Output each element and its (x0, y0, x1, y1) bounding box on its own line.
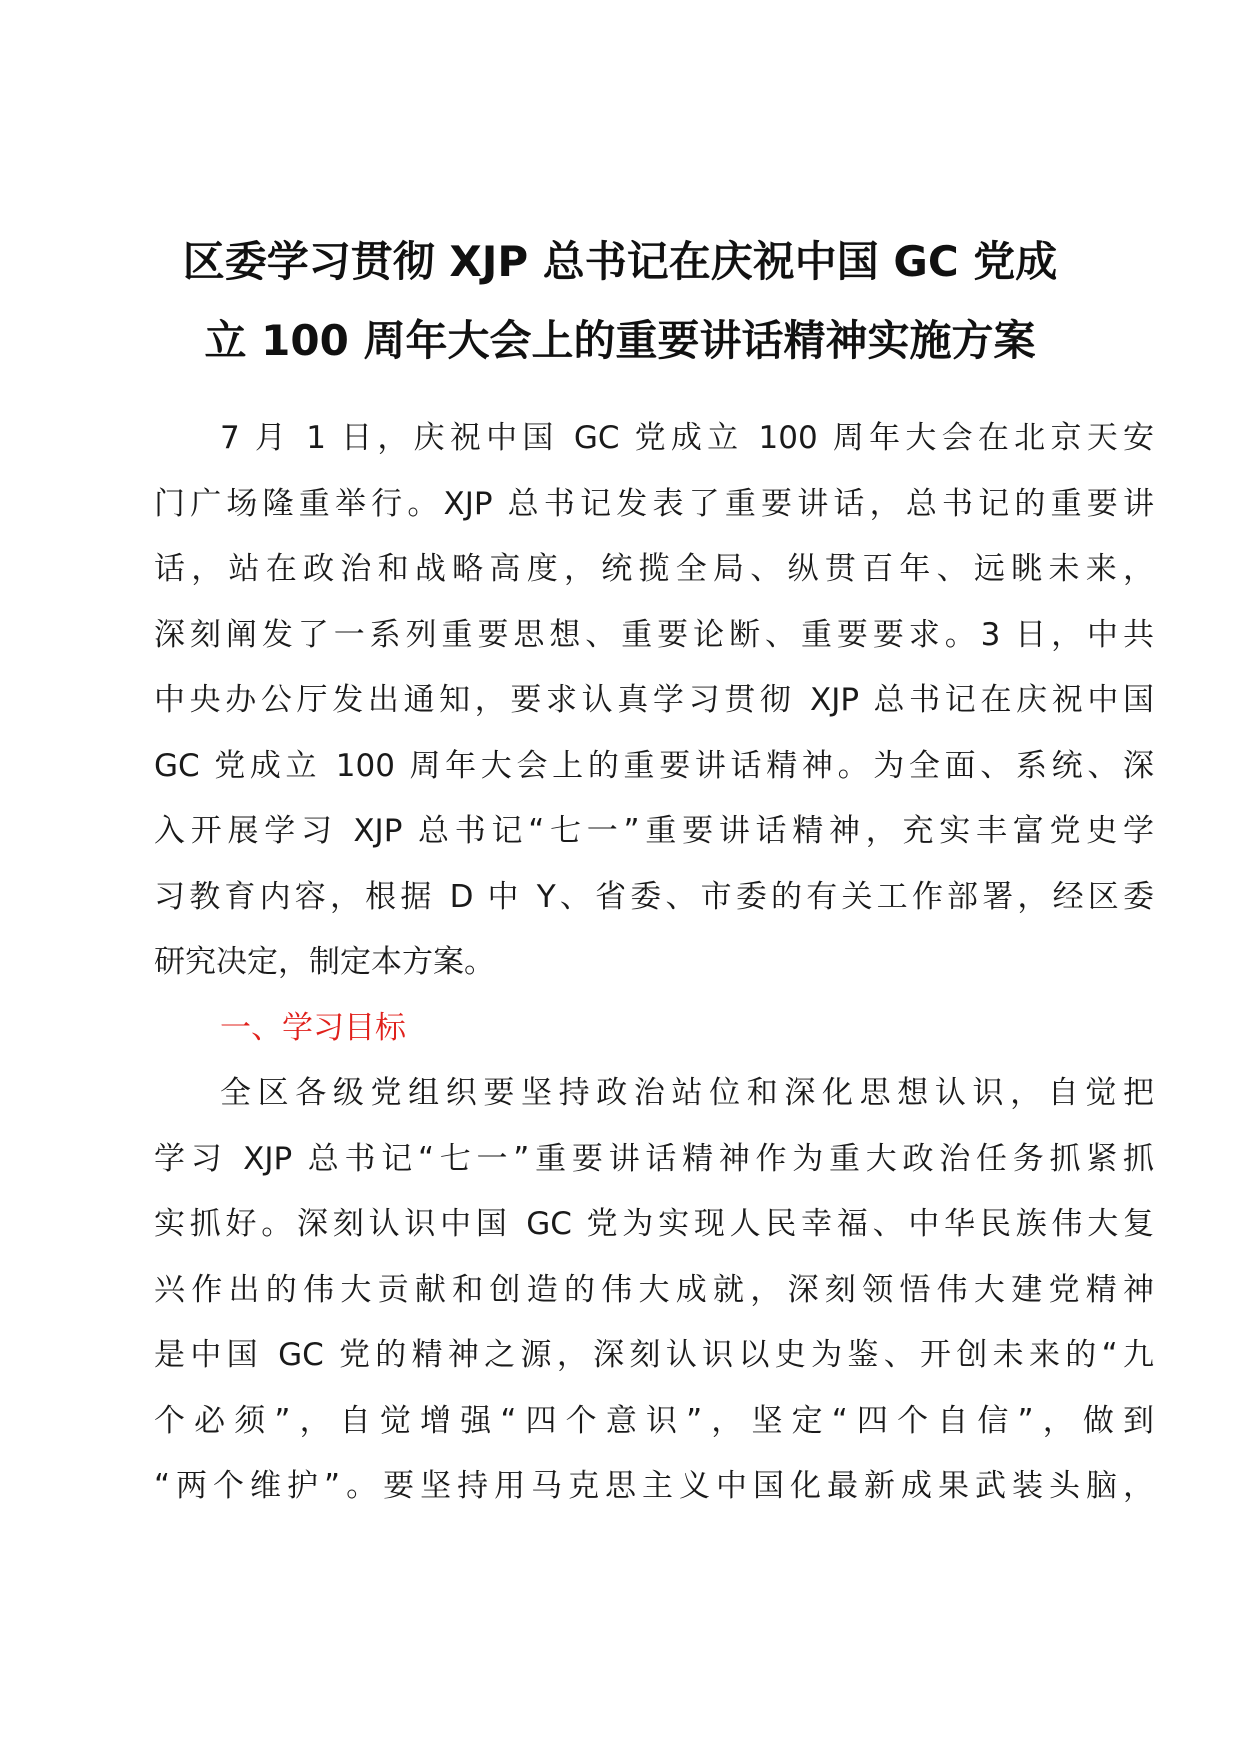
paragraph-study-goals (154, 1061, 1154, 1520)
paragraph-line: 全区各级党组织要坚持政治站位和深化思想认识，自觉把 (220, 1075, 1154, 1111)
paragraph-line: “两个维护”。要坚持用马克思主义中国化最新成果武装头脑， (154, 1468, 1154, 1504)
paragraph-line: 门广场隆重举行。XJP 总书记发表了重要讲话，总书记的重要讲 (154, 485, 1154, 522)
paragraph-line: 是中国 GC 党的精神之源，深刻认识以史为鉴、开创未来的“九 (154, 1337, 1154, 1373)
document-body (154, 406, 1154, 1520)
paragraph-intro (154, 406, 1154, 996)
title-line: 立 100 周年大会上的重要讲话精神实施方案 (204, 316, 1036, 365)
paragraph-line: 话，站在政治和战略高度，统揽全局、纵贯百年、远眺未来， (154, 551, 1154, 587)
paragraph-line: 入开展学习 XJP 总书记“七一”重要讲话精神，充实丰富党史学 (154, 813, 1154, 849)
section-heading-study-goals: 一、学习目标 (220, 1009, 406, 1046)
title-line: 区委学习贯彻 XJP 总书记在庆祝中国 GC 党成 (182, 237, 1058, 286)
paragraph-line: 7 月 1 日，庆祝中国 GC 党成立 100 周年大会在北京天安 (220, 420, 1154, 456)
paragraph-line: 习教育内容，根据 D 中 Y、省委、市委的有关工作部署，经区委 (154, 878, 1154, 915)
paragraph-line: 兴作出的伟大贡献和创造的伟大成就，深刻领悟伟大建党精神 (154, 1271, 1154, 1308)
paragraph-line: 深刻阐发了一系列重要思想、重要论断、重要要求。3 日，中共 (154, 616, 1154, 653)
paragraph-line: 个必须”，自觉增强“四个意识”，坚定“四个自信”，做到 (154, 1402, 1154, 1439)
paragraph-line: 研究决定，制定本方案。 (154, 944, 495, 980)
paragraph-line: 实抓好。深刻认识中国 GC 党为实现人民幸福、中华民族伟大复 (154, 1206, 1154, 1242)
document-title (100, 222, 1140, 380)
paragraph-line: GC 党成立 100 周年大会上的重要讲话精神。为全面、系统、深 (154, 747, 1154, 784)
paragraph-line: 学习 XJP 总书记“七一”重要讲话精神作为重大政治任务抓紧抓 (154, 1140, 1154, 1177)
paragraph-line: 中央办公厅发出通知，要求认真学习贯彻 XJP 总书记在庆祝中国 (154, 682, 1154, 718)
